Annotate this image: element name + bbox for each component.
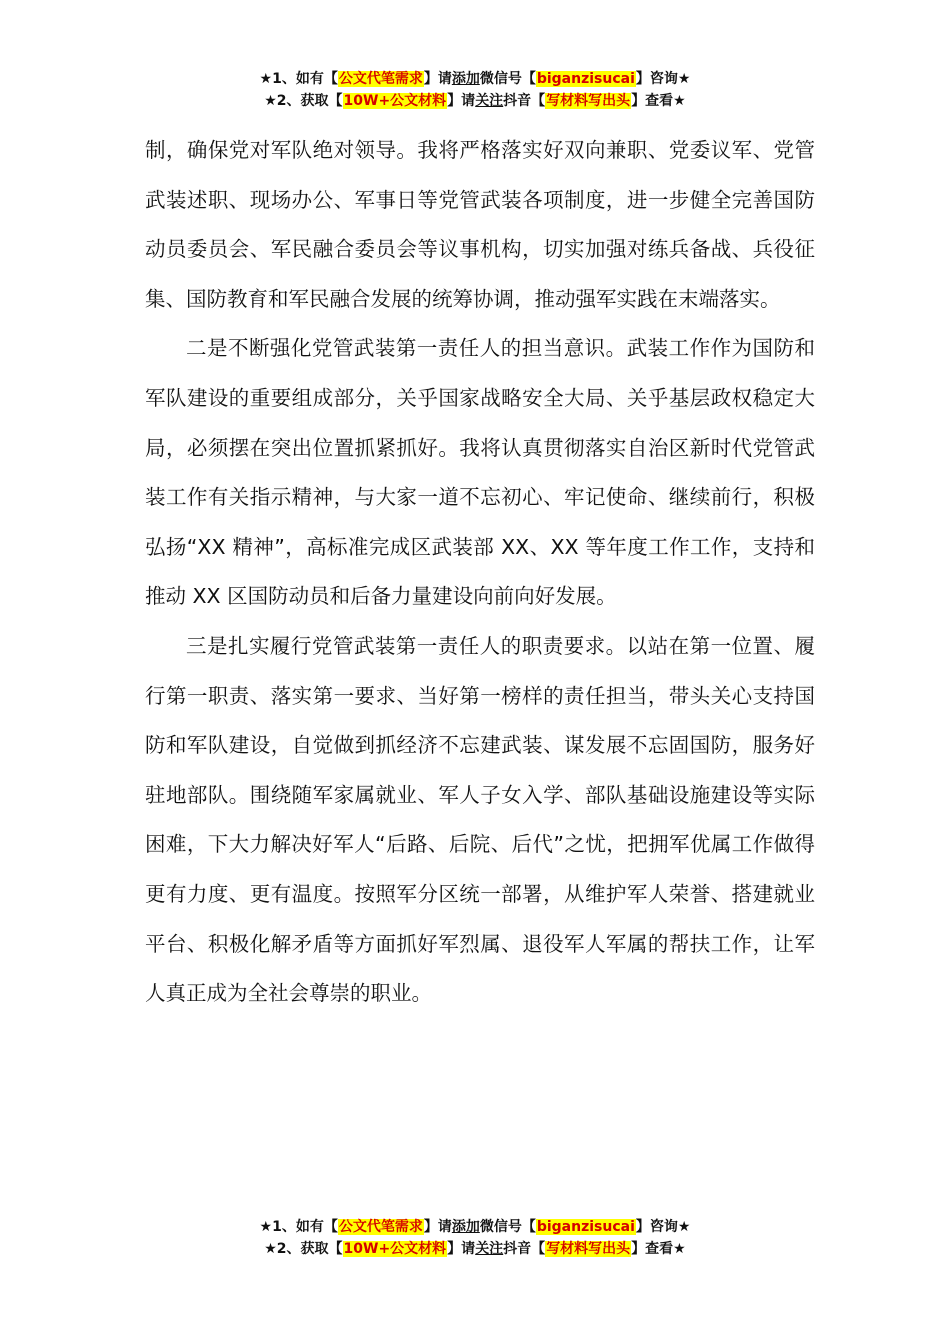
banner-highlight: 公文代笔需求 [338,71,423,87]
banner-highlight: 写材料写出头 [546,1241,631,1257]
banner-text: 】请 [423,71,452,87]
banner-text: 微信号【 [479,71,536,87]
paragraph-third-point: 三是扎实履行党管武装第一责任人的职责要求。以站在第一位置、履行第一职责、落实第一要求、当好第一榜样的责任担当，带头关心支持国防和军队建设，自觉做到抓经济不忘建武装、谋发展不忘固国防，服务好驻地部队。围绕随军家属就业、军人子女入学、部队基础设施建设等实际困难，下大力解决好军人“后路、后院、后代”之忧，把拥军优属工作做得更有力度、更有温度。按照军分区统一部署，从维护军人荣誉、搭建就业平台、积极化解矛盾等方面抓好军烈属、退役军人军属的帮扶工作，让军人真正成为全社会尊崇的职业。 [145,633,815,1006]
banner-highlight: 公文代笔需求 [338,1219,423,1235]
document-body [145,126,815,1019]
banner-highlight: 10W+公文材料 [343,1241,447,1257]
banner-text: 】请 [447,1241,476,1257]
banner-text: 】咨询★ [635,1219,691,1235]
banner-emphasis: 添加 [451,1219,480,1235]
banner-highlight: 10W+公文材料 [343,93,447,109]
banner-highlight: 写材料写出头 [546,93,631,109]
banner-emphasis: 关注 [475,1241,504,1257]
paragraph-continued: 制，确保党对军队绝对领导。我将严格落实好双向兼职、党委议军、党管武装述职、现场办公、军事日等党管武装各项制度，进一步健全完善国防动员委员会、军民融合委员会等议事机构，切实加强对练兵备战、兵役征集、国防教育和军民融合发展的统筹协调，推动强军实践在末端落实。 [145,138,815,311]
banner-text: 】咨询★ [635,71,691,87]
banner-line-2 [0,1238,950,1260]
banner-text: ★2、获取【 [264,1241,343,1257]
banner-text: 】查看★ [631,93,686,109]
banner-text: 】请 [447,93,476,109]
banner-text: ★1、如有【 [259,1219,338,1235]
banner-highlight: biganzisucai [536,71,635,87]
banner-line-2 [0,90,950,112]
paragraph-second-point: 二是不断强化党管武装第一责任人的担当意识。武装工作作为国防和军队建设的重要组成部分，关乎国家战略安全大局、关乎基层政权稳定大局，必须摆在突出位置抓紧抓好。我将认真贯彻落实自治区新时代党管武装工作有关指示精神，与大家一道不忘初心、牢记使命、继续前行，积极弘扬“XX 精神”，高标准完成区武装部 XX、XX 等年度工作工作，支持和推动 XX 区国防动员和后备力量建设向前向好发展。 [145,336,815,609]
banner-line-1 [0,1216,950,1238]
banner-text: 微信号【 [479,1219,536,1235]
banner-text: 抖音【 [503,93,546,109]
banner-text: ★1、如有【 [259,71,338,87]
footer-banner [0,1216,950,1260]
banner-text: 】查看★ [631,1241,686,1257]
banner-text: ★2、获取【 [264,93,343,109]
banner-emphasis: 关注 [475,93,504,109]
banner-text: 抖音【 [503,1241,546,1257]
header-banner [0,68,950,112]
banner-line-1 [0,68,950,90]
banner-emphasis: 添加 [451,71,480,87]
banner-highlight: biganzisucai [536,1219,635,1235]
banner-text: 】请 [423,1219,452,1235]
